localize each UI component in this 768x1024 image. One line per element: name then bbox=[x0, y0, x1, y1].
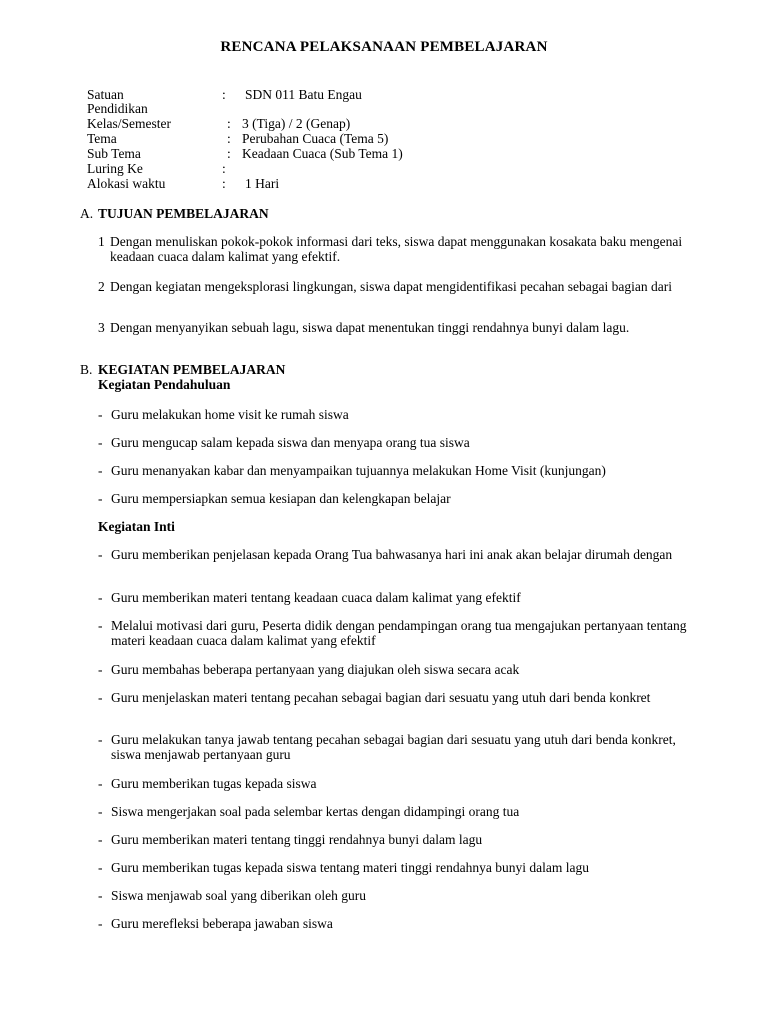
objective-text: Dengan menyanyikan sebuah lagu, siswa dapat menentukan tinggi rendahnya bunyi dalam lagu. bbox=[110, 320, 630, 335]
list-item bbox=[98, 618, 688, 648]
list-item-text: Guru menanyakan kabar dan menyampaikan tujuannya melakukan Home Visit (kunjungan) bbox=[111, 463, 606, 478]
info-colon-kelas: : bbox=[227, 116, 231, 131]
list-item bbox=[98, 732, 688, 762]
list-item-text: Siswa menjawab soal yang diberikan oleh guru bbox=[111, 888, 366, 903]
list-item-text: Guru melakukan home visit ke rumah siswa bbox=[111, 407, 349, 422]
objective-item bbox=[98, 234, 688, 264]
info-label-luring: Luring Ke bbox=[87, 161, 143, 176]
list-item-text: Melalui motivasi dari guru, Peserta didik dengan pendampingan orang tua mengajukan pertanyaan tentang materi keadaan cuaca dalam kalimat yang efektif bbox=[111, 618, 687, 648]
list-item-text: Guru memberikan penjelasan kepada Orang Tua bahwasanya hari ini anak akan belajar dirumah dengan bbox=[111, 547, 673, 562]
list-item-text: Guru memberikan tugas kepada siswa bbox=[111, 776, 317, 791]
bullet-dash: - bbox=[98, 888, 103, 903]
info-colon-satuan: : bbox=[222, 87, 226, 102]
list-item-text: Guru menjelaskan materi tentang pecahan sebagai bagian dari sesuatu yang utuh dari benda konkret bbox=[111, 690, 651, 705]
bullet-dash: - bbox=[98, 804, 103, 819]
section-a-letter: A. bbox=[80, 206, 94, 221]
objective-number: 3 bbox=[98, 320, 105, 335]
objective-text: Dengan menuliskan pokok-pokok informasi dari teks, siswa dapat menggunakan kosakata baku mengenai keadaan cuaca dalam kalimat yang efektif. bbox=[110, 234, 683, 264]
list-item-text: Guru memberikan materi tentang tinggi rendahnya bunyi dalam lagu bbox=[111, 832, 483, 847]
list-item bbox=[98, 776, 688, 791]
bullet-dash: - bbox=[98, 618, 103, 633]
list-item-text: Guru memberikan materi tentang keadaan cuaca dalam kalimat yang efektif bbox=[111, 590, 521, 605]
bullet-dash: - bbox=[98, 690, 103, 705]
list-item bbox=[98, 888, 688, 903]
section-a-title: TUJUAN PEMBELAJARAN bbox=[98, 206, 269, 221]
list-item-text: Siswa mengerjakan soal pada selembar kertas dengan didampingi orang tua bbox=[111, 804, 520, 819]
section-a-heading bbox=[80, 206, 269, 221]
list-item bbox=[98, 491, 688, 506]
list-item-text: Guru mempersiapkan semua kesiapan dan kelengkapan belajar bbox=[111, 491, 451, 506]
list-item-text: Guru mengucap salam kepada siswa dan menyapa orang tua siswa bbox=[111, 435, 470, 450]
bullet-dash: - bbox=[98, 463, 103, 478]
info-value-alokasi: 1 Hari bbox=[245, 176, 280, 191]
list-item bbox=[98, 435, 688, 450]
list-item bbox=[98, 916, 688, 931]
info-label-pendidikan: Pendidikan bbox=[87, 101, 148, 116]
bullet-dash: - bbox=[98, 732, 103, 747]
bullet-dash: - bbox=[98, 590, 103, 605]
bullet-dash: - bbox=[98, 776, 103, 791]
list-item bbox=[98, 860, 688, 875]
bullet-dash: - bbox=[98, 491, 103, 506]
list-item bbox=[98, 662, 688, 677]
objective-item bbox=[98, 320, 688, 335]
list-item bbox=[98, 590, 688, 605]
info-value-kelas: 3 (Tiga) / 2 (Genap) bbox=[242, 116, 351, 131]
list-item-text: Guru memberikan tugas kepada siswa tentang materi tinggi rendahnya bunyi dalam lagu bbox=[111, 860, 589, 875]
bullet-dash: - bbox=[98, 547, 103, 562]
list-item bbox=[98, 804, 688, 819]
info-colon-subtema: : bbox=[227, 146, 231, 161]
info-colon-alokasi: : bbox=[222, 176, 226, 191]
list-item bbox=[98, 407, 688, 422]
objective-text: Dengan kegiatan mengeksplorasi lingkungan, siswa dapat mengidentifikasi pecahan sebagai bagian dari bbox=[110, 279, 672, 294]
list-item bbox=[98, 463, 688, 478]
inti-heading: Kegiatan Inti bbox=[98, 519, 175, 534]
bullet-dash: - bbox=[98, 662, 103, 677]
list-item bbox=[98, 832, 688, 847]
bullet-dash: - bbox=[98, 832, 103, 847]
document-title: RENCANA PELAKSANAAN PEMBELAJARAN bbox=[220, 39, 548, 55]
info-label-tema: Tema bbox=[87, 131, 117, 146]
info-colon-tema: : bbox=[227, 131, 231, 146]
info-label-satuan: Satuan bbox=[87, 87, 124, 102]
list-item bbox=[98, 690, 688, 705]
section-b-letter: B. bbox=[80, 362, 93, 377]
pendahuluan-heading: Kegiatan Pendahuluan bbox=[98, 377, 231, 392]
bullet-dash: - bbox=[98, 916, 103, 931]
section-b-title: KEGIATAN PEMBELAJARAN bbox=[98, 362, 286, 377]
list-item bbox=[98, 547, 688, 562]
bullet-dash: - bbox=[98, 860, 103, 875]
info-value-satuan: SDN 011 Batu Engau bbox=[245, 87, 362, 102]
info-value-tema: Perubahan Cuaca (Tema 5) bbox=[242, 131, 389, 146]
info-label-alokasi: Alokasi waktu bbox=[87, 176, 166, 191]
info-colon-luring: : bbox=[222, 161, 226, 176]
objective-number: 1 bbox=[98, 234, 105, 249]
info-label-subtema: Sub Tema bbox=[87, 146, 141, 161]
bullet-dash: - bbox=[98, 435, 103, 450]
objective-number: 2 bbox=[98, 279, 105, 294]
list-item-text: Guru melakukan tanya jawab tentang pecahan sebagai bagian dari sesuatu yang utuh dari benda konkret, siswa menjawab pertanyaan guru bbox=[111, 732, 676, 762]
bullet-dash: - bbox=[98, 407, 103, 422]
list-item-text: Guru membahas beberapa pertanyaan yang diajukan oleh siswa secara acak bbox=[111, 662, 520, 677]
info-label-kelas: Kelas/Semester bbox=[87, 116, 171, 131]
section-b-heading bbox=[80, 362, 285, 377]
info-value-subtema: Keadaan Cuaca (Sub Tema 1) bbox=[242, 146, 403, 161]
objective-item bbox=[98, 279, 688, 294]
list-item-text: Guru merefleksi beberapa jawaban siswa bbox=[111, 916, 333, 931]
